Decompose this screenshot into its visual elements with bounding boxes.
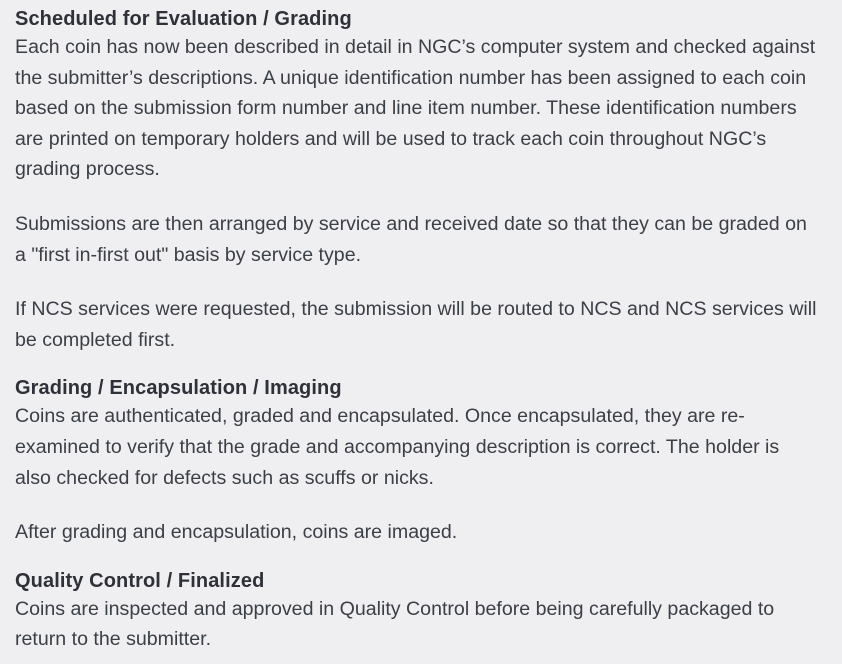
- section-heading: Scheduled for Evaluation / Grading: [15, 8, 352, 30]
- section-quality-control: [15, 568, 820, 655]
- section-paragraph: Each coin has now been described in detail in NGC’s computer system and checked against the submitter’s descriptions. A unique identification number has been assigned to each coin based on the submission form number and line item number. These identification numbers are printed on temporary holders and will be used to track each coin throughout NGC’s grading process.: [15, 36, 816, 181]
- section-paragraph: Submissions are then arranged by service and received date so that they can be graded on a "first in-first out" basis by service type.: [15, 212, 807, 266]
- process-content: [15, 6, 820, 655]
- section-paragraph: Coins are authenticated, graded and encapsulated. Once encapsulated, they are re-examined to verify that the grade and accompanying description is correct. The holder is also checked for defects such as scuffs or nicks.: [15, 405, 780, 489]
- section-paragraph: After grading and encapsulation, coins are imaged.: [15, 521, 458, 544]
- section-heading: Quality Control / Finalized: [15, 569, 265, 592]
- section-paragraph: Coins are inspected and approved in Quality Control before being carefully packaged to return to the submitter.: [15, 597, 775, 651]
- section-heading: Grading / Encapsulation / Imaging: [15, 377, 342, 400]
- section-grading: [15, 375, 820, 547]
- section-scheduled: [15, 6, 820, 355]
- section-paragraph: If NCS services were requested, the submission will be routed to NCS and NCS services will be completed first.: [15, 298, 817, 351]
